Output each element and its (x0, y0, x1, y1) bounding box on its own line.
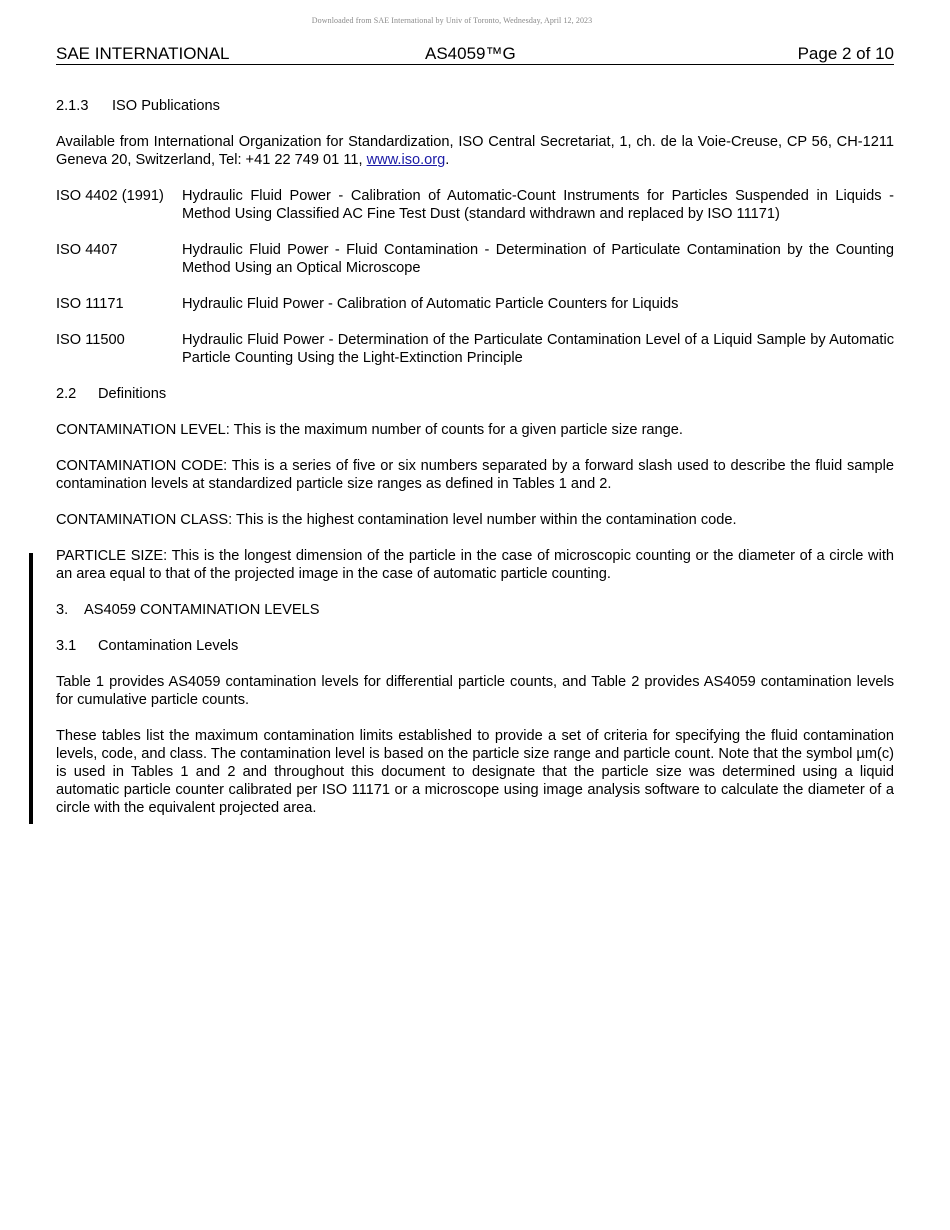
reference-code: ISO 11500 (56, 332, 125, 348)
reference-description: Hydraulic Fluid Power - Fluid Contamination - Determination of Particulate Contamination by the Counting Method Using an Optical Microscope (182, 242, 894, 276)
document-body (56, 97, 894, 835)
reference-code: ISO 11171 (56, 296, 124, 312)
definition-contamination-class: CONTAMINATION CLASS: This is the highest contamination level number within the contamination code. (56, 512, 737, 528)
reference-code: ISO 4402 (1991) (56, 188, 164, 204)
header-org: SAE INTERNATIONAL (56, 44, 230, 63)
section-number: 3. (56, 602, 69, 618)
definition-particle-size: PARTICLE SIZE: This is the longest dimension of the particle in the case of microscopic counting or the diameter of a circle with an area equal to that of the projected image in the case of automatic particle counting. (56, 548, 894, 582)
contamination-limits-paragraph: These tables list the maximum contamination limits established to provide a set of criteria for specifying the fluid contamination levels, code, and class. The contamination level is based on the particle size range and particle count. Note that the symbol µm(c) is used in Tables 1 and 2 and throughout this document to designate that the particle size was determined using a liquid automatic particle counter calibrated per ISO 11171 or a microscope using image analysis software to calculate the diameter of a circle with the equivalent projected area. (56, 728, 894, 816)
section-title: Definitions (98, 386, 167, 402)
page-header (56, 43, 894, 65)
definition-contamination-level: CONTAMINATION LEVEL: This is the maximum number of counts for a given particle size range. (56, 422, 683, 438)
iso-website-link[interactable]: www.iso.org (366, 152, 446, 168)
availability-text: Available from International Organization for Standardization, ISO Central Secretariat, 1, ch. de la Voie-Creuse, CP 56, CH-1211 Geneva 20, Switzerland, Tel: +41 22 749 01 11, (56, 134, 894, 168)
definition-contamination-code: CONTAMINATION CODE: This is a series of five or six numbers separated by a forward slash used to describe the fluid sample contamination levels at standardized particle size ranges as defined in Tables 1 and 2. (56, 458, 894, 492)
section-number: 2.2 (56, 386, 77, 402)
contamination-tables-paragraph: Table 1 provides AS4059 contamination levels for differential particle counts, and Table 2 provides AS4059 contamination levels for cumulative particle counts. (56, 674, 894, 708)
revision-change-bar (29, 553, 33, 824)
reference-item (56, 187, 894, 223)
section-number: 2.1.3 (56, 98, 89, 114)
reference-description: Hydraulic Fluid Power - Calibration of Automatic-Count Instruments for Particles Suspended in Liquids - Method Using Classified AC Fine Test Dust (standard withdrawn and replaced by ISO 11171) (182, 188, 894, 222)
reference-code: ISO 4407 (56, 242, 118, 258)
download-watermark: Downloaded from SAE International by Univ of Toronto, Wednesday, April 12, 2023 (311, 16, 593, 25)
header-page-number: Page 2 of 10 (797, 44, 894, 63)
section-title: AS4059 CONTAMINATION LEVELS (84, 602, 320, 618)
section-title: ISO Publications (112, 98, 220, 114)
header-doc-id: AS4059™G (425, 44, 516, 63)
reference-description: Hydraulic Fluid Power - Calibration of Automatic Particle Counters for Liquids (182, 296, 679, 312)
section-heading-3 (56, 601, 894, 619)
reference-description: Hydraulic Fluid Power - Determination of the Particulate Contamination Level of a Liquid Sample by Automatic Particle Counting Using the Light-Extinction Principle (182, 332, 894, 366)
section-number: 3.1 (56, 638, 77, 654)
section-title: Contamination Levels (98, 638, 239, 654)
section-heading-3-1 (56, 637, 894, 655)
reference-item (56, 331, 894, 367)
section-heading-2-2 (56, 385, 894, 403)
iso-availability-paragraph (56, 133, 894, 169)
section-heading-2-1-3 (56, 97, 894, 115)
reference-item (56, 295, 894, 313)
reference-item (56, 241, 894, 277)
availability-period: . (445, 152, 450, 168)
